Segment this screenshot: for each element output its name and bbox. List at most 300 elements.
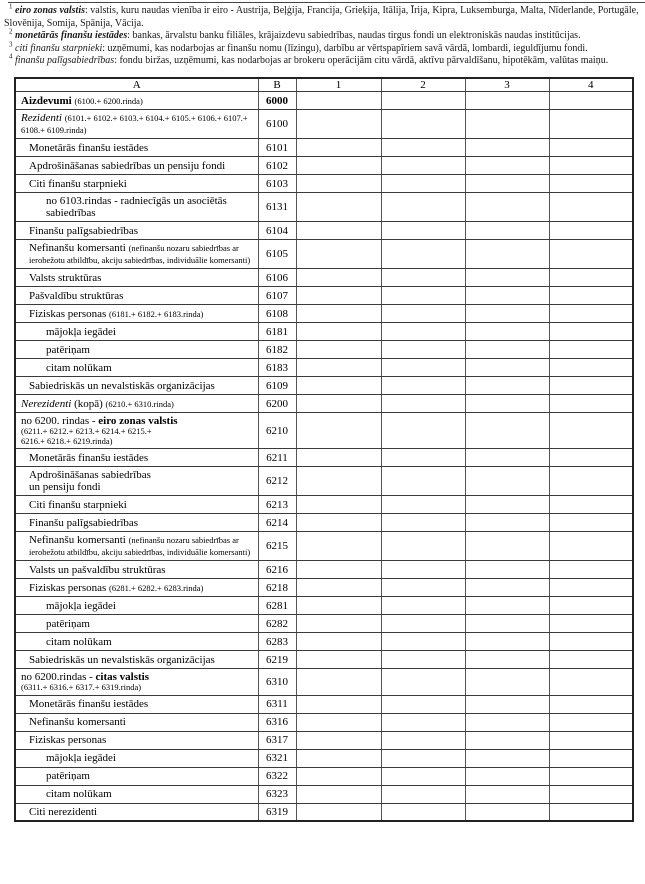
label-text: citam nolūkam xyxy=(46,788,112,801)
value-cell-3[interactable] xyxy=(465,561,549,579)
value-cell-1[interactable] xyxy=(296,323,381,341)
row-code: 6219 xyxy=(258,651,296,669)
footnote xyxy=(4,40,639,56)
value-cell-2[interactable] xyxy=(381,803,465,821)
column-header-1: 1 xyxy=(296,78,381,92)
value-cell-1[interactable] xyxy=(296,579,381,597)
value-cell-3[interactable] xyxy=(465,139,549,157)
value-cell-1[interactable] xyxy=(296,449,381,467)
value-cell-4[interactable] xyxy=(549,287,633,305)
value-cell-3[interactable] xyxy=(465,110,549,139)
row-label xyxy=(15,110,258,139)
value-cell-2[interactable] xyxy=(381,413,465,449)
value-cell-4[interactable] xyxy=(549,467,633,496)
value-cell-3[interactable] xyxy=(465,449,549,467)
table-row xyxy=(15,395,633,413)
row-code: 6317 xyxy=(258,731,296,749)
value-cell-3[interactable] xyxy=(465,633,549,651)
row-code: 6319 xyxy=(258,803,296,821)
value-cell-1[interactable] xyxy=(296,175,381,193)
row-label xyxy=(15,92,258,110)
label-text: Finanšu palīgsabiedrības xyxy=(29,224,139,237)
row-label xyxy=(15,240,258,269)
column-header-a: A xyxy=(15,78,258,92)
row-code: 6101 xyxy=(258,139,296,157)
table-row xyxy=(15,615,633,633)
value-cell-3[interactable] xyxy=(465,514,549,532)
value-cell-3[interactable] xyxy=(465,341,549,359)
value-cell-3[interactable] xyxy=(465,287,549,305)
table-row xyxy=(15,803,633,821)
table-row xyxy=(15,695,633,713)
label-text: Fiziskas personas xyxy=(29,307,107,320)
value-cell-2[interactable] xyxy=(381,359,465,377)
value-cell-2[interactable] xyxy=(381,785,465,803)
value-cell-3[interactable] xyxy=(465,785,549,803)
value-cell-2[interactable] xyxy=(381,633,465,651)
row-label xyxy=(15,803,258,821)
value-cell-3[interactable] xyxy=(465,695,549,713)
label-text: Nefinanšu komersanti xyxy=(29,242,126,255)
label-text: (6210.+ 6310.rinda) xyxy=(105,398,174,409)
value-cell-4[interactable] xyxy=(549,139,633,157)
table-row xyxy=(15,193,633,222)
value-cell-4[interactable] xyxy=(549,359,633,377)
table-row xyxy=(15,139,633,157)
table-row xyxy=(15,222,633,240)
column-header-b: B xyxy=(258,78,296,92)
table-header-row xyxy=(15,78,633,92)
value-cell-2[interactable] xyxy=(381,532,465,561)
table-row xyxy=(15,579,633,597)
report-page xyxy=(0,2,645,884)
table-row xyxy=(15,669,633,696)
row-label xyxy=(15,359,258,377)
column-header-2: 2 xyxy=(381,78,465,92)
value-cell-4[interactable] xyxy=(549,579,633,597)
row-label xyxy=(15,633,258,651)
label-text: citas valstis xyxy=(95,671,150,684)
label-text: Nerezidenti xyxy=(21,397,72,410)
row-code: 6213 xyxy=(258,496,296,514)
value-cell-1[interactable] xyxy=(296,395,381,413)
row-label xyxy=(15,377,258,395)
footnote xyxy=(4,2,639,30)
row-code: 6212 xyxy=(258,467,296,496)
row-label xyxy=(15,413,258,449)
label-text: mājokļa iegādei xyxy=(46,752,116,765)
row-label xyxy=(15,669,258,696)
value-cell-2[interactable] xyxy=(381,287,465,305)
value-cell-1[interactable] xyxy=(296,597,381,615)
row-label xyxy=(15,287,258,305)
row-code: 6311 xyxy=(258,695,296,713)
value-cell-3[interactable] xyxy=(465,413,549,449)
row-label xyxy=(15,175,258,193)
value-cell-2[interactable] xyxy=(381,323,465,341)
row-code: 6215 xyxy=(258,532,296,561)
label-text: (6100.+ 6200.rinda) xyxy=(74,95,143,106)
footnote-number: 2 xyxy=(9,27,13,36)
value-cell-4[interactable] xyxy=(549,496,633,514)
footnote-term: finanšu palīgsabiedrības xyxy=(15,55,115,67)
value-cell-3[interactable] xyxy=(465,651,549,669)
value-cell-4[interactable] xyxy=(549,597,633,615)
label-text: Citi nerezidenti xyxy=(29,806,98,819)
value-cell-2[interactable] xyxy=(381,651,465,669)
row-label xyxy=(15,193,258,222)
row-code: 6281 xyxy=(258,597,296,615)
value-cell-2[interactable] xyxy=(381,579,465,597)
value-cell-1[interactable] xyxy=(296,633,381,651)
value-cell-1[interactable] xyxy=(296,467,381,496)
table-row xyxy=(15,767,633,785)
footnote-text: : uzņēmumi, kas nodarbojas ar finanšu nomu (līzingu), darbību ar vērtspapīriem savā vārdā, lombardi, ieguldījumu fondi. xyxy=(102,42,588,54)
row-code: 6103 xyxy=(258,175,296,193)
value-cell-1[interactable] xyxy=(296,713,381,731)
value-cell-2[interactable] xyxy=(381,597,465,615)
table-row xyxy=(15,341,633,359)
table-row xyxy=(15,175,633,193)
value-cell-4[interactable] xyxy=(549,695,633,713)
value-cell-1[interactable] xyxy=(296,139,381,157)
value-cell-2[interactable] xyxy=(381,615,465,633)
value-cell-2[interactable] xyxy=(381,139,465,157)
value-cell-1[interactable] xyxy=(296,157,381,175)
value-cell-1[interactable] xyxy=(296,110,381,139)
row-code: 6214 xyxy=(258,514,296,532)
value-cell-4[interactable] xyxy=(549,785,633,803)
value-cell-4[interactable] xyxy=(549,377,633,395)
label-text: Monetārās finanšu iestādes xyxy=(29,141,149,154)
row-label xyxy=(15,496,258,514)
row-label xyxy=(15,579,258,597)
value-cell-4[interactable] xyxy=(549,413,633,449)
value-cell-4[interactable] xyxy=(549,323,633,341)
table-row xyxy=(15,597,633,615)
label-text: Apdrošināšanas sabiedrības un pensiju fondi xyxy=(29,159,226,172)
value-cell-3[interactable] xyxy=(465,222,549,240)
value-cell-3[interactable] xyxy=(465,615,549,633)
value-cell-2[interactable] xyxy=(381,157,465,175)
value-cell-2[interactable] xyxy=(381,341,465,359)
value-cell-3[interactable] xyxy=(465,803,549,821)
value-cell-3[interactable] xyxy=(465,240,549,269)
value-cell-4[interactable] xyxy=(549,633,633,651)
row-code: 6283 xyxy=(258,633,296,651)
row-label xyxy=(15,785,258,803)
row-label xyxy=(15,222,258,240)
label-text: Valsts un pašvaldību struktūras xyxy=(29,563,166,576)
value-cell-2[interactable] xyxy=(381,92,465,110)
value-cell-1[interactable] xyxy=(296,749,381,767)
label-text: Apdrošināšanas sabiedrības xyxy=(29,469,151,482)
label-text: (6101.+ 6102.+ 6103.+ 6104.+ 6105.+ 6106.+ 6107.+ 6108.+ 6109.rinda) xyxy=(21,113,248,136)
label-text: Nefinanšu komersanti xyxy=(29,534,126,547)
row-code: 6000 xyxy=(258,92,296,110)
value-cell-3[interactable] xyxy=(465,713,549,731)
value-cell-1[interactable] xyxy=(296,561,381,579)
footnote-term: monetārās finanšu iestādes xyxy=(15,30,128,42)
row-label xyxy=(15,305,258,323)
value-cell-4[interactable] xyxy=(549,713,633,731)
table-row xyxy=(15,731,633,749)
value-cell-4[interactable] xyxy=(549,532,633,561)
value-cell-1[interactable] xyxy=(296,669,381,696)
value-cell-4[interactable] xyxy=(549,615,633,633)
row-code: 6102 xyxy=(258,157,296,175)
value-cell-4[interactable] xyxy=(549,803,633,821)
label-text: no 6200. rindas - xyxy=(21,415,99,428)
table-row xyxy=(15,157,633,175)
value-cell-2[interactable] xyxy=(381,305,465,323)
row-label xyxy=(15,615,258,633)
value-cell-3[interactable] xyxy=(465,92,549,110)
row-label xyxy=(15,731,258,749)
value-cell-1[interactable] xyxy=(296,287,381,305)
label-text: Monetārās finanšu iestādes xyxy=(29,451,149,464)
value-cell-3[interactable] xyxy=(465,377,549,395)
value-cell-1[interactable] xyxy=(296,731,381,749)
value-cell-3[interactable] xyxy=(465,395,549,413)
value-cell-3[interactable] xyxy=(465,193,549,222)
value-cell-1[interactable] xyxy=(296,651,381,669)
value-cell-2[interactable] xyxy=(381,561,465,579)
label-text: Fiziskas personas xyxy=(29,734,107,747)
value-cell-1[interactable] xyxy=(296,359,381,377)
row-code: 6310 xyxy=(258,669,296,696)
value-cell-1[interactable] xyxy=(296,803,381,821)
value-cell-1[interactable] xyxy=(296,496,381,514)
row-label xyxy=(15,514,258,532)
value-cell-3[interactable] xyxy=(465,496,549,514)
value-cell-4[interactable] xyxy=(549,157,633,175)
label-text: citam nolūkam xyxy=(46,361,112,374)
value-cell-4[interactable] xyxy=(549,651,633,669)
table-row xyxy=(15,269,633,287)
value-cell-1[interactable] xyxy=(296,413,381,449)
value-cell-4[interactable] xyxy=(549,669,633,696)
value-cell-2[interactable] xyxy=(381,695,465,713)
row-label xyxy=(15,767,258,785)
label-text: patēriņam xyxy=(46,770,90,783)
label-text: eiro zonas valstis xyxy=(98,415,178,428)
row-code: 6200 xyxy=(258,395,296,413)
row-code: 6100 xyxy=(258,110,296,139)
label-text: patēriņam xyxy=(46,343,90,356)
table-row xyxy=(15,110,633,139)
value-cell-3[interactable] xyxy=(465,579,549,597)
footnote xyxy=(4,55,639,68)
value-cell-2[interactable] xyxy=(381,767,465,785)
value-cell-4[interactable] xyxy=(549,731,633,749)
value-cell-3[interactable] xyxy=(465,767,549,785)
value-cell-1[interactable] xyxy=(296,785,381,803)
value-cell-3[interactable] xyxy=(465,323,549,341)
value-cell-1[interactable] xyxy=(296,240,381,269)
value-cell-1[interactable] xyxy=(296,615,381,633)
value-cell-2[interactable] xyxy=(381,514,465,532)
row-code: 6104 xyxy=(258,222,296,240)
table-row xyxy=(15,287,633,305)
footnote-text: : bankas, ārvalstu banku filiāles, krājaizdevu sabiedrības, naudas tirgus fondi un elektroniskās naudas institūcijas. xyxy=(127,30,581,42)
row-code: 6182 xyxy=(258,341,296,359)
footnote xyxy=(4,27,639,43)
value-cell-4[interactable] xyxy=(549,110,633,139)
row-code: 6321 xyxy=(258,749,296,767)
value-cell-2[interactable] xyxy=(381,110,465,139)
label-text: Pašvaldību struktūras xyxy=(29,289,124,302)
row-label xyxy=(15,532,258,561)
footnote-number: 1 xyxy=(9,2,13,11)
label-text: 6216.+ 6218.+ 6219.rinda) xyxy=(21,435,113,446)
label-text: Sabiedriskās un nevalstiskās organizācijas xyxy=(29,653,215,666)
table-row xyxy=(15,377,633,395)
table-row xyxy=(15,561,633,579)
label-text: (nefinanšu nozaru sabiedrības ar ierobežotu atbildību, akciju sabiedrības, individuālie komersanti) xyxy=(29,535,251,558)
row-code: 6210 xyxy=(258,413,296,449)
value-cell-1[interactable] xyxy=(296,305,381,323)
value-cell-3[interactable] xyxy=(465,731,549,749)
footnote-text: : fondu biržas, uzņēmumi, kas nodarbojas ar brokeru operācijām citu vārdā, aktīvu pārvaldīšanu, hipotēkām, valūtas maiņu. xyxy=(114,55,609,67)
row-code: 6107 xyxy=(258,287,296,305)
row-label xyxy=(15,139,258,157)
value-cell-3[interactable] xyxy=(465,157,549,175)
table-row xyxy=(15,449,633,467)
value-cell-4[interactable] xyxy=(549,269,633,287)
label-text: Valsts struktūras xyxy=(29,271,102,284)
table-row xyxy=(15,749,633,767)
table-row xyxy=(15,713,633,731)
value-cell-4[interactable] xyxy=(549,395,633,413)
value-cell-1[interactable] xyxy=(296,377,381,395)
row-label xyxy=(15,695,258,713)
value-cell-4[interactable] xyxy=(549,222,633,240)
footnote-number: 4 xyxy=(9,53,13,62)
value-cell-1[interactable] xyxy=(296,222,381,240)
row-code: 6323 xyxy=(258,785,296,803)
value-cell-2[interactable] xyxy=(381,749,465,767)
value-cell-2[interactable] xyxy=(381,377,465,395)
table-row xyxy=(15,651,633,669)
value-cell-4[interactable] xyxy=(549,305,633,323)
table-row xyxy=(15,496,633,514)
value-cell-3[interactable] xyxy=(465,749,549,767)
footnote-term: citi finanšu starpnieki xyxy=(15,42,103,54)
value-cell-4[interactable] xyxy=(549,449,633,467)
value-cell-2[interactable] xyxy=(381,467,465,496)
value-cell-2[interactable] xyxy=(381,175,465,193)
row-code: 6216 xyxy=(258,561,296,579)
table-row xyxy=(15,359,633,377)
value-cell-4[interactable] xyxy=(549,514,633,532)
value-cell-3[interactable] xyxy=(465,669,549,696)
value-cell-2[interactable] xyxy=(381,193,465,222)
label-text: Nefinanšu komersanti xyxy=(29,716,126,729)
value-cell-2[interactable] xyxy=(381,449,465,467)
value-cell-4[interactable] xyxy=(549,561,633,579)
value-cell-1[interactable] xyxy=(296,514,381,532)
footnotes xyxy=(0,3,645,68)
table-row xyxy=(15,633,633,651)
row-code: 6131 xyxy=(258,193,296,222)
value-cell-1[interactable] xyxy=(296,193,381,222)
value-cell-2[interactable] xyxy=(381,222,465,240)
value-cell-2[interactable] xyxy=(381,240,465,269)
value-cell-2[interactable] xyxy=(381,496,465,514)
value-cell-4[interactable] xyxy=(549,240,633,269)
value-cell-3[interactable] xyxy=(465,269,549,287)
value-cell-1[interactable] xyxy=(296,767,381,785)
table-row xyxy=(15,240,633,269)
row-code: 6218 xyxy=(258,579,296,597)
row-code: 6183 xyxy=(258,359,296,377)
value-cell-1[interactable] xyxy=(296,92,381,110)
label-text: (nefinanšu nozaru sabiedrības ar ierobežotu atbildību, akciju sabiedrības, individuālie komersanti) xyxy=(29,243,251,266)
value-cell-4[interactable] xyxy=(549,341,633,359)
value-cell-3[interactable] xyxy=(465,597,549,615)
table-row xyxy=(15,785,633,803)
value-cell-4[interactable] xyxy=(549,175,633,193)
footnote-number: 3 xyxy=(9,40,13,49)
value-cell-1[interactable] xyxy=(296,269,381,287)
column-header-3: 3 xyxy=(465,78,549,92)
label-text: no 6200.rindas - xyxy=(21,671,96,684)
label-text: mājokļa iegādei xyxy=(46,599,116,612)
row-label xyxy=(15,341,258,359)
value-cell-4[interactable] xyxy=(549,749,633,767)
label-text: no 6103.rindas - radniecīgās un asociētās sabiedrības xyxy=(46,195,227,220)
table-body xyxy=(15,92,633,822)
label-text: (6181.+ 6182.+ 6183.rinda) xyxy=(109,308,204,319)
value-cell-3[interactable] xyxy=(465,305,549,323)
label-text: citam nolūkam xyxy=(46,635,112,648)
label-text: Citi finanšu starpnieki xyxy=(29,498,127,511)
label-text: Citi finanšu starpnieki xyxy=(29,177,127,190)
row-label xyxy=(15,449,258,467)
row-label xyxy=(15,561,258,579)
value-cell-4[interactable] xyxy=(549,92,633,110)
value-cell-3[interactable] xyxy=(465,532,549,561)
label-text: (6281.+ 6282.+ 6283.rinda) xyxy=(109,582,204,593)
label-text: un pensiju fondi xyxy=(29,481,101,494)
value-cell-4[interactable] xyxy=(549,767,633,785)
value-cell-1[interactable] xyxy=(296,532,381,561)
value-cell-4[interactable] xyxy=(549,193,633,222)
row-label xyxy=(15,323,258,341)
row-label xyxy=(15,713,258,731)
value-cell-2[interactable] xyxy=(381,731,465,749)
row-code: 6181 xyxy=(258,323,296,341)
value-cell-2[interactable] xyxy=(381,395,465,413)
value-cell-2[interactable] xyxy=(381,669,465,696)
value-cell-1[interactable] xyxy=(296,695,381,713)
footnote-text: : valstis, kuru naudas vienība ir eiro - Austrija, Beļģija, Francija, Grieķija, Itālija, Īrija, Kipra, Luksemburga, Malta, Nīderlande, Portugāle, Slovēnija, Somija, Spānija, Vācija. xyxy=(4,5,639,29)
row-label xyxy=(15,269,258,287)
value-cell-2[interactable] xyxy=(381,713,465,731)
value-cell-3[interactable] xyxy=(465,175,549,193)
value-cell-2[interactable] xyxy=(381,269,465,287)
row-label xyxy=(15,467,258,496)
label-text: Finanšu palīgsabiedrības xyxy=(29,516,139,529)
row-code: 6316 xyxy=(258,713,296,731)
table-row xyxy=(15,467,633,496)
value-cell-3[interactable] xyxy=(465,359,549,377)
row-code: 6106 xyxy=(258,269,296,287)
row-label xyxy=(15,157,258,175)
value-cell-1[interactable] xyxy=(296,341,381,359)
value-cell-3[interactable] xyxy=(465,467,549,496)
